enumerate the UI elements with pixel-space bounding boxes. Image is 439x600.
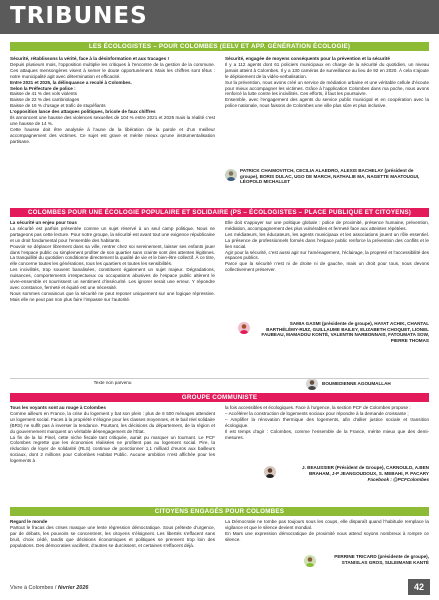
s4-list-item: – Accélérer la construction de logements sociaux pour répondre à la demande croissante ; <box>225 410 409 416</box>
footer-publication: Vivre à Colombes <box>10 585 54 591</box>
s5-right-text2: En Mars une expression démocratique de proximité nous attend soyons nombreux à rompre ce silence. <box>225 530 429 542</box>
s1-right-column <box>225 56 429 109</box>
s4-right-column <box>225 405 429 440</box>
avatar <box>306 378 318 390</box>
avatar <box>264 466 276 478</box>
s2-right-text4: Parce que la sécurité n’est ni de droite ni de gauche, mais un droit pour tous, nous devons collectivement préserver. <box>225 261 429 273</box>
footer-date: février 2026 <box>57 585 89 591</box>
s2-right-text3: Agir pour la sécurité, c’est aussi agir sur l’aménagement, l’éclairage, la propreté et l’accessibilité des espaces publics. <box>225 249 429 261</box>
s4-facebook: Facebook : @PCFColombes <box>367 477 429 482</box>
s1-left-title: Sécurité, rétablissons la vérité, face à la désinformation et aux tracages ! <box>10 56 170 61</box>
s1-list-item: Baisse de 41 % des vols violents <box>10 91 77 97</box>
s2-right-column <box>225 220 429 273</box>
s1-left-text: Depuis plusieurs mois, l’opposition multiplie les critiques à l’encontre de la gestion de la commune. Ces attaques mensongères visent à semer le doute opportunément. Mais les chiffres sont têtus : notre municipalité agit avec détermination et efficacité. <box>10 61 215 79</box>
s1-right-text: Il y a 112 agents dont 61 policiers municipaux en charge de la sécurité du quotidien, un niveau jamais atteint à Colombes. Il y a 130 caméras de surveillance au lieu de 92 en 2020. À cela s’ajoute le déploiement de la vidéo-verbalisation. <box>225 61 429 79</box>
section-band-ecologie-populaire: COLOMBES POUR UNE ÉCOLOGIE POPULAIRE ET SOLIDAIRE (PS – ÉCOLOGISTES – PLACE PUBLIQUE ET CITOYENS) <box>10 208 429 217</box>
s3-left: Texte non parvenu <box>93 380 132 385</box>
s1-list-item: Baisse de 16 % d’usage et trafic de stupéfiants <box>10 103 106 109</box>
avatar <box>304 555 316 567</box>
section-band-ecologistes: LES ÉCOLOGISTES – POUR COLOMBES (EELV ET APP. GÉNÉRATION ÉCOLOGIE) <box>10 42 429 51</box>
s2-right-text: Elle doit s’appuyer sur une politique globale : police de proximité, présence humaine, prévention, médiation, accompagnement des plus vulnérables et fermeté face aux atteintes répétées. <box>225 220 429 231</box>
s3-signature: BOUMEDIENNE AGOUMALLAH <box>322 381 391 386</box>
footer: Vivre à Colombes / février 2026 <box>10 585 89 591</box>
s4-right-text2: Il est temps d’agir : Colombes, comme l’ensemble de la France, mérite mieux que des demi-mesures. <box>225 428 429 440</box>
s5-left-text: Partout le fracas des crises masque une lente régression démocratique. Sous prétexte d’urgence, par de débats, les pouvoirs se concentrent, les citoyens s’éloignent. Les libertés s’effacent sans bruit, choix cédé, tandis que décisions économiques et politiques se prennent trop loin des populations. Des démocraties vacillent, d’autres se durcissent, et certaines s’effacent déjà. <box>10 524 215 548</box>
s1-left-text2: Ils annoncent une hausse des violences sexuelles de 104 % entre 2021 et 2025 mais la réalité c’est une hausse de 14 %. <box>10 115 215 126</box>
s5-signature: PERRINE TRICARD (présidente de groupe), STANISLAS GROS, SULEIMANE KANTÉ <box>334 554 429 565</box>
s2-left-text3: Les incivilités, trop souvent banalisées, constituent également un sujet majeur. Dégradations, nuisances, comportements irrespectueux ou occupations abusives de l’espace public altèrent le vivre-ensemble et nourrissent un sentiment d’insécurité. Les ignorer serait une erreur. Y répondre avec constance, fermeté et équité est une nécessité. <box>10 267 215 290</box>
section-band-citoyens-engages: CITOYENS ENGAGÉS POUR COLOMBES <box>10 507 429 516</box>
avatar <box>225 169 237 181</box>
s4-list-item: – Amplifier la rénovation thermique des logements, afin d’allier justice sociale et transition écologique. <box>225 416 429 428</box>
s1-right-title: Sécurité, engagée de moyens conséquents pour la prévention et la sécurité <box>225 56 390 61</box>
s1-left-column <box>10 56 215 145</box>
s1-left-sub: Entre 2021 et 2025, la délinquance a reculé à Colombes. <box>10 79 132 85</box>
s4-left-text2: La fin de la loi Pinel, cette niche fiscale tant critiquée, aurait pu marquer un tournant. Le PCF Colombes regrette que les économies réalisées ne profitent pas au logement social. Pire, la réduction de loyer de solidarité (RLS) continue de ponctionner 1,1 milliard d’euros aux bailleurs sociaux, dont 2 millions pour Colombes Habitat Public. Aucune ambition n’est affichée pour les logements à <box>10 434 215 464</box>
page-number: 42 <box>408 579 430 595</box>
s2-signature: SAMIA GASMI (présidente de groupe), HAYAT ACHIK, CHANTAL BARTHÉLÉMY-RUIZ, GUILLAUME BAILEY, ELIZABETH CHOQUET, LIONEL FAUBEAU, MAMADOU KONTÉ, VALENTIN NARBONNAIS, FATOUMATA SOW, PIERRE THOMAS <box>261 321 429 344</box>
s1-right-text3: Ensemble, avec l’engagement des agents du service public municipal et en coopération avec la police nationale, nous faisons de Colombes une ville plus sûre et plus inclusive. <box>225 97 429 109</box>
s2-right-text2: Les médiateurs, les éducateurs, les agents municipaux et les associations jouent un rôle essentiel. La présence de professionnels formés dans l’espace public renforce la prévention des conflits et le lien social. <box>225 231 429 249</box>
s5-left-column <box>10 519 215 549</box>
s1-left-list-intro: Selon la Préfecture de police : <box>10 85 76 91</box>
s1-list-item: Baisse de 22 % des cambriolages <box>10 97 80 103</box>
page-header <box>0 0 439 36</box>
divider <box>10 378 429 379</box>
s1-left-opp: L’opposition lance des attaques politiques, bricole de faux chiffres <box>10 109 156 115</box>
section-band-communiste: GROUPE COMMUNISTE <box>10 393 429 402</box>
s2-left-column <box>10 220 215 303</box>
s1-left-text3: Cette hausse doit être analysée à l’aune de la libération de la parole et d’un meilleur accompagnement des victimes. Ce sujet est grave et mérite mieux qu’une instrumentalisation partisane. <box>10 126 215 144</box>
s4-right-text: la fois accessibles et écologiques. Face à l’urgence, la section PCF de Colombes propose : <box>225 405 411 410</box>
s2-left-text4: Nous sommes convaincus que la sécurité ne peut reposer uniquement sur une logique répressive. Mais elle ne peut pas non plus faire l’impasse sur l’autorité. <box>10 290 215 302</box>
s5-left-title: Regard le monde <box>10 519 48 524</box>
s4-left-title: Tous les voyants sont au rouge à Colombes <box>10 405 106 410</box>
s5-right-column <box>225 519 429 543</box>
s2-left-title: La sécurité un enjeu pour tous <box>10 220 77 225</box>
s2-left-text2: Pouvoir se déplacer librement dans sa ville, rentrer chez soi sereinement, laisser ses enfants jouer dans l’espace public ou simplement profiter de son quartier sans crainte sont des attentes légitimes. La tranquillité du quotidien conditionne directement la qualité de vie et le bien-être collectif. À ce titre, elle concerne toutes les générations, tous les quartiers et toutes les sensibilités. <box>10 243 215 267</box>
s5-right-text: La Démocratie ne tombe pas toujours sous les coups, elle disparaît quand l’habitude remplace la vigilance et que le silence devient mondial. <box>225 519 429 530</box>
s2-left-text: La sécurité est parfois présentée comme un sujet réservé à un seul camp politique. Nous ne partageons pas cette lecture. Pour notre groupe, la sécurité est avant tout une exigence républicaine et un droit fondamental pour l’ensemble des habitants. <box>10 225 215 243</box>
s1-signature: PATRICK CHAIMOVITCH, CECILIA ALAEDRO, ALEXIS BACHELAY (président de groupe), BORIS DULAC, UGO DE MARCH, NATHALIE MA, NAGETTE MAATOUGUI, LÉOPOLD MICHALLET <box>240 168 420 185</box>
s4-left-column <box>10 405 215 464</box>
s4-left-text: Comme ailleurs en France, la crise du logement y bat son plein : plus de 6 500 ménages attendent un logement social. Faces à la propriété s’éloigne pour les classes moyennes, et le bail réel solidaire (BRS) ne suffit pas à inverser la tendance. Pourtant, les décisions du département, de la région et du gouvernement marquent un véritable désengagement de l’État. <box>10 410 215 434</box>
page-title: TRIBUNES <box>10 3 148 29</box>
avatar <box>238 322 250 334</box>
s1-right-text2: Sur la prévention, nous avons créé un service de médiation urbaine et une véritable cellule d’écoute pour mieux accompagner les victimes. Grâce à l’application Colombes dans ma poche, nous avons renforcé la lutte contre les incivilités. Ces efforts, il faut les poursuivre. <box>225 79 429 97</box>
s4-signature: J. BEAUSSIER (Président de Groupe), CARNOULD, A.BEN BRAHAM, J-P JEANGOUDOUX, S. MEBAHI, P. PACARY <box>302 465 429 476</box>
